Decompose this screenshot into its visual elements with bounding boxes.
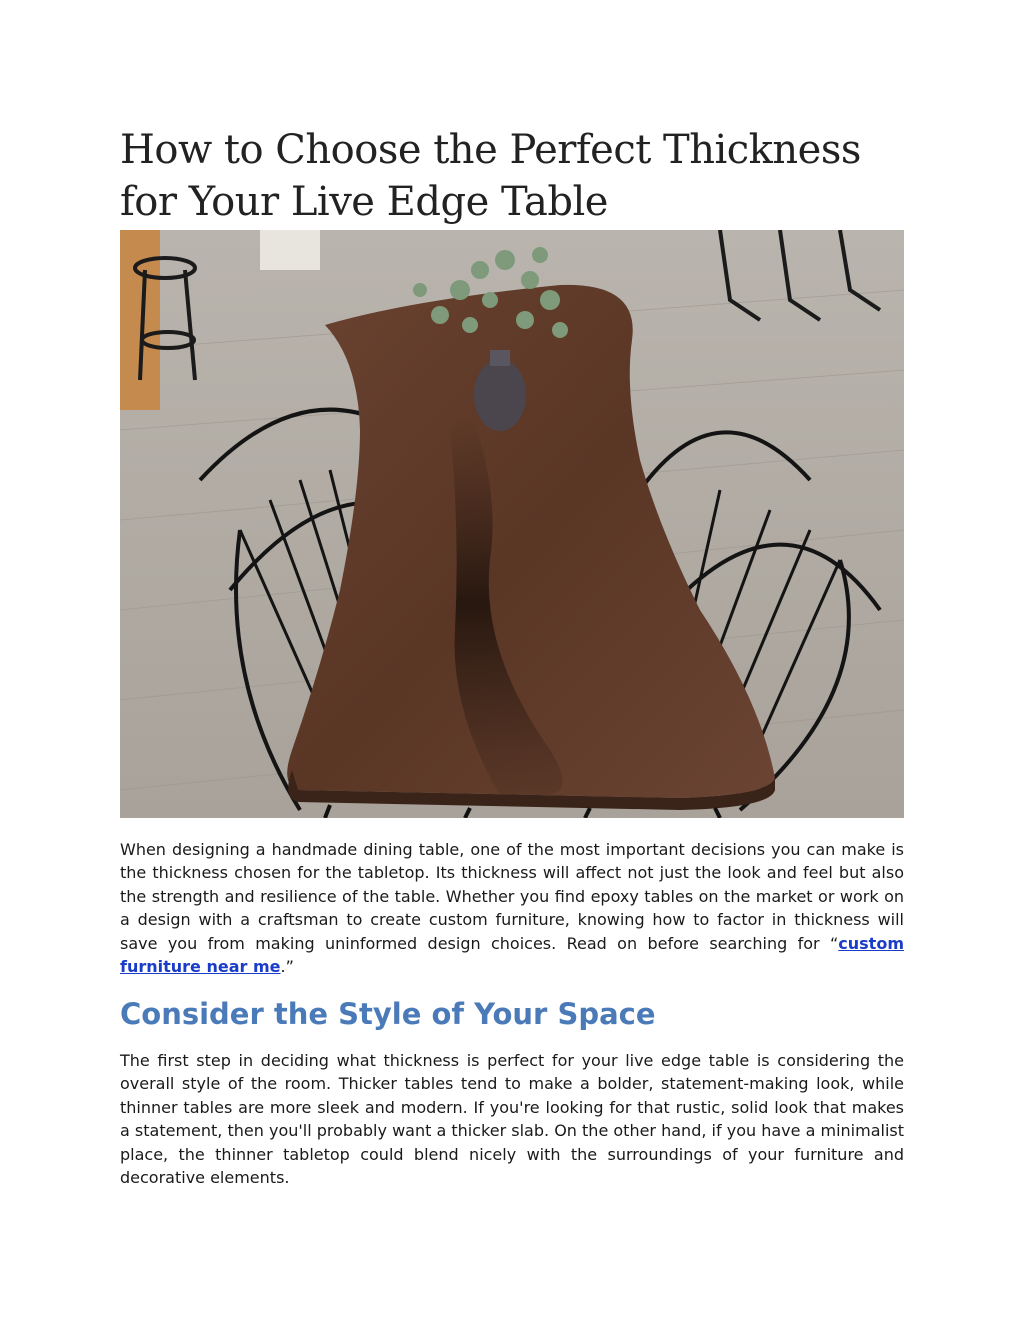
page-title: How to Choose the Perfect Thickness for Your Live Edge Table <box>120 127 861 225</box>
section-heading: Consider the Style of Your Space <box>120 997 656 1031</box>
intro-text: When designing a handmade dining table, one of the most important decisions you can make is the thickness chosen for the tabletop. Its thickness will affect not just the look and feel but also the strength and resilience of the table. Whether you find epoxy tables on the market or work on a design with a craftsman to create custom furniture, knowing how to factor in thickness will save you from making uninformed design choices. Read on before searching for “ <box>120 840 904 953</box>
custom-furniture-link[interactable]: custom furniture near me <box>120 933 904 977</box>
intro-text-end: .” <box>280 957 294 977</box>
live-edge-table-photo <box>120 230 904 818</box>
section-paragraph: The first step in deciding what thickness is perfect for your live edge table is considering the overall style of the room. Thicker tables tend to make a bolder, statement-making look, while thinner tables are more sleek and modern. If you're looking for that rustic, solid look that makes a statement, then you'll probably want a thicker slab. On the other hand, if you have a minimalist place, the thinner tabletop could blend nicely with the surroundings of your furniture and decorative elements. <box>120 1051 904 1188</box>
intro-paragraph <box>120 838 904 978</box>
